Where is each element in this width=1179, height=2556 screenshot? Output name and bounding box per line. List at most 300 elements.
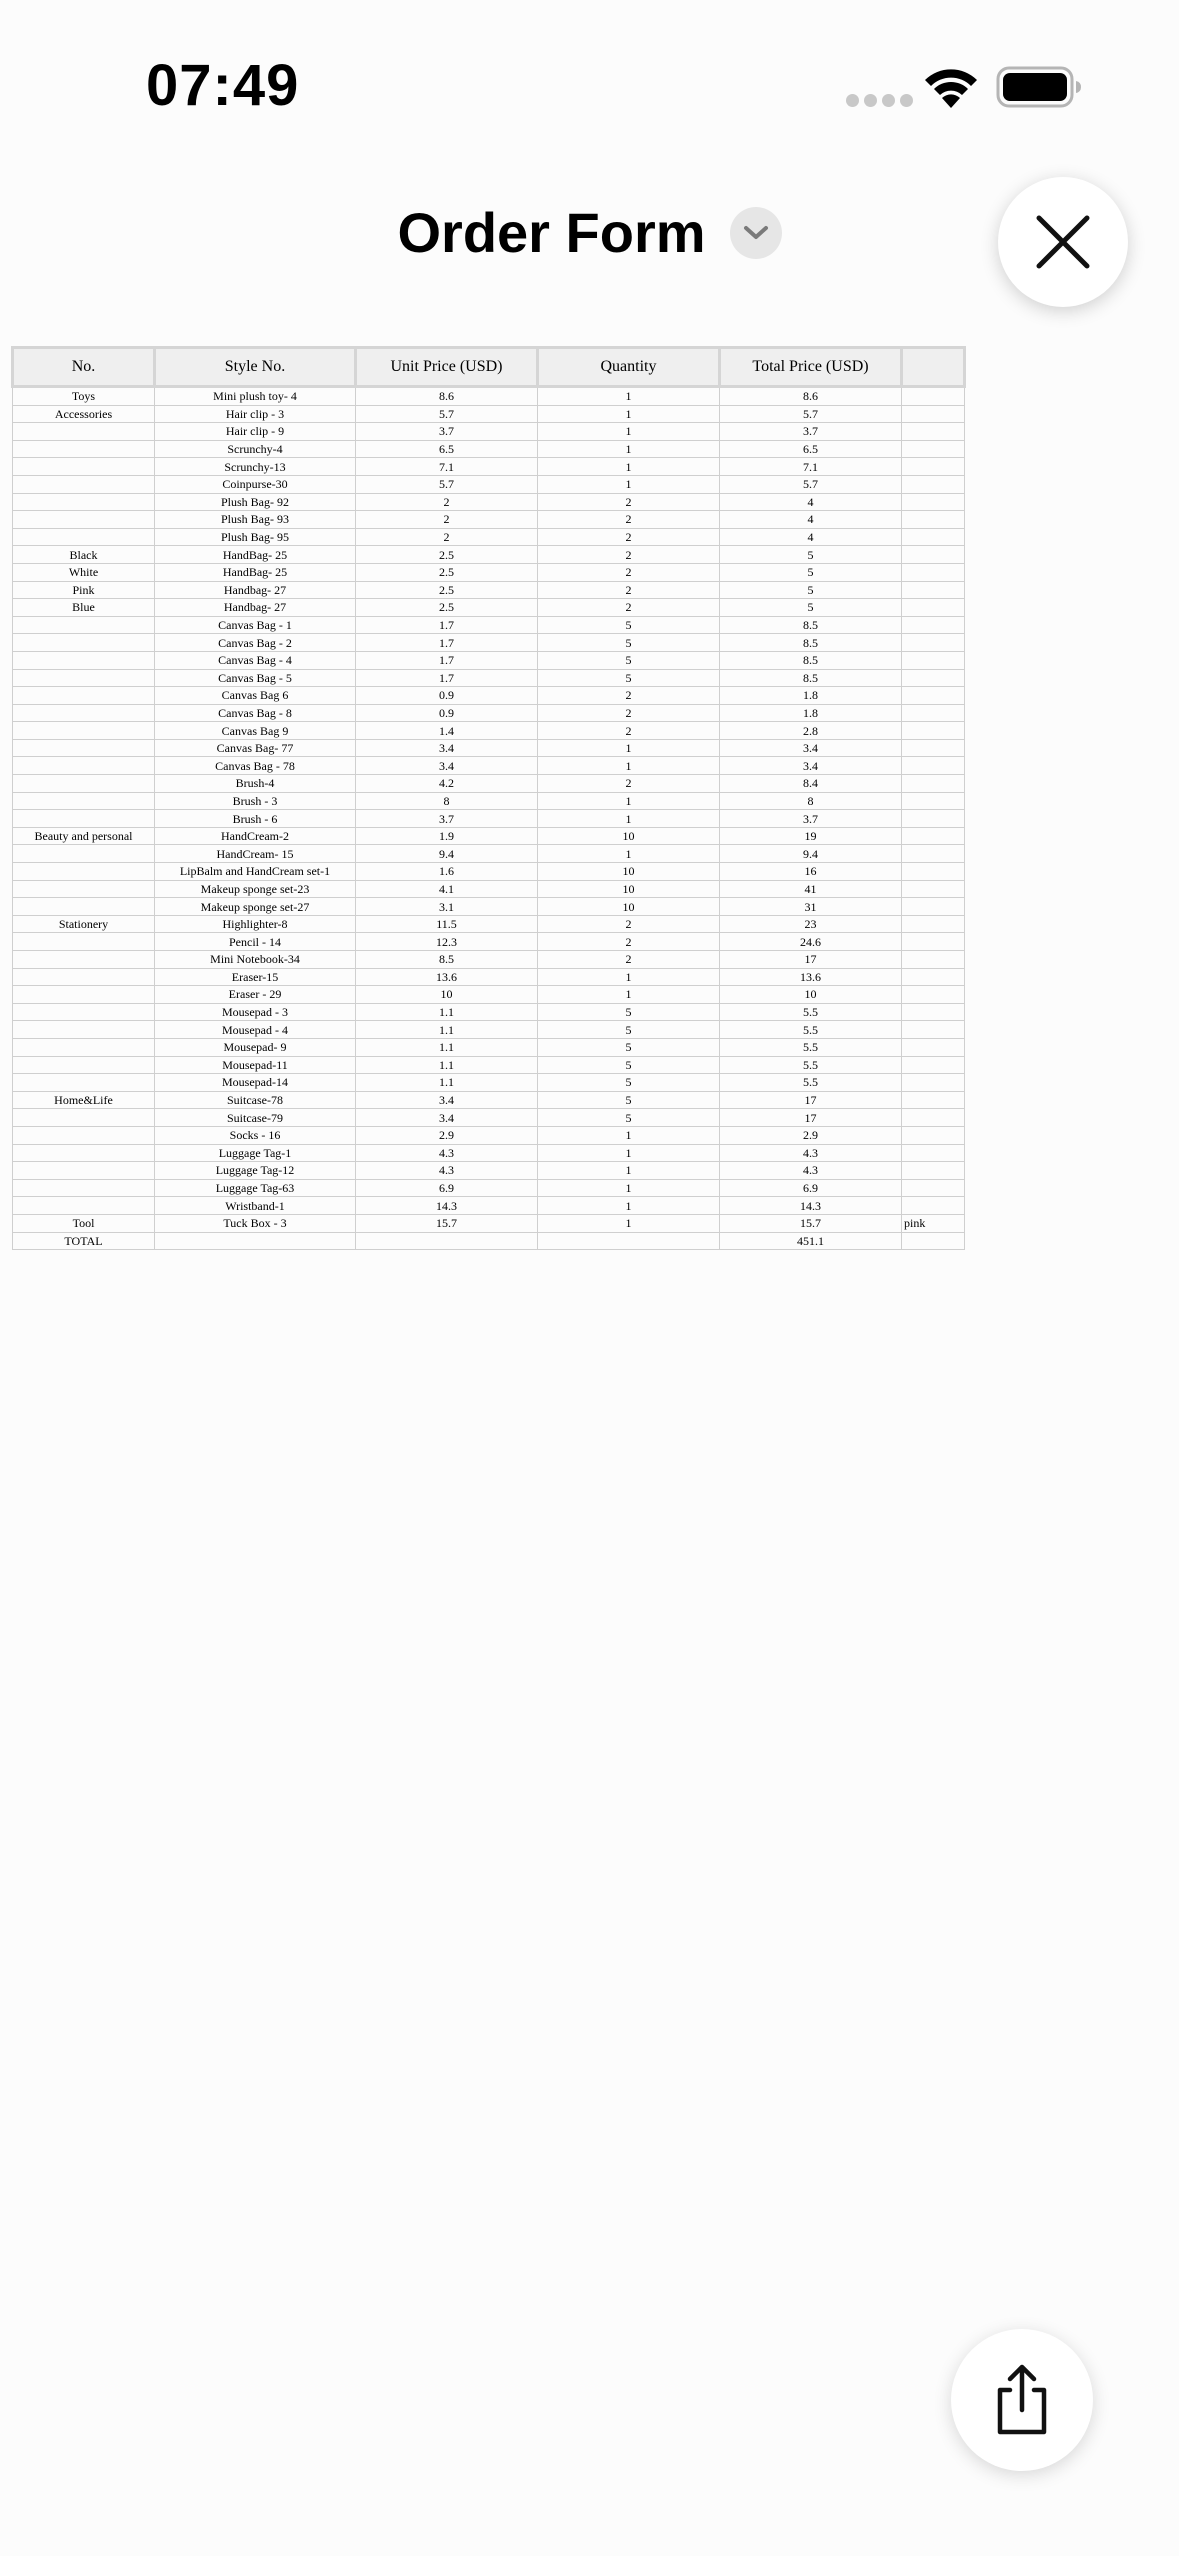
table-cell[interactable]: HandBag- 25 bbox=[155, 546, 356, 564]
table-cell[interactable]: 5.7 bbox=[356, 475, 538, 493]
table-cell[interactable]: 2 bbox=[356, 528, 538, 546]
table-cell[interactable]: 17 bbox=[720, 1109, 902, 1127]
table-cell[interactable] bbox=[13, 968, 155, 986]
table-cell[interactable]: 3.4 bbox=[356, 739, 538, 757]
table-cell[interactable]: 8.5 bbox=[720, 669, 902, 687]
table-cell[interactable] bbox=[13, 933, 155, 951]
table-cell[interactable]: Canvas Bag - 4 bbox=[155, 651, 356, 669]
table-cell[interactable]: 8 bbox=[720, 792, 902, 810]
table-cell[interactable] bbox=[13, 475, 155, 493]
table-cell[interactable] bbox=[13, 458, 155, 476]
table-cell[interactable]: Canvas Bag - 2 bbox=[155, 634, 356, 652]
table-cell[interactable] bbox=[538, 1232, 720, 1250]
table-cell[interactable]: Stationery bbox=[13, 915, 155, 933]
table-cell[interactable]: Luggage Tag-63 bbox=[155, 1179, 356, 1197]
table-cell[interactable] bbox=[902, 915, 965, 933]
table-cell[interactable] bbox=[13, 651, 155, 669]
table-cell[interactable]: 1.7 bbox=[356, 634, 538, 652]
table-cell[interactable]: 4 bbox=[720, 528, 902, 546]
table-cell[interactable] bbox=[902, 1021, 965, 1039]
table-cell[interactable]: 2.5 bbox=[356, 546, 538, 564]
table-cell[interactable]: Mousepad- 9 bbox=[155, 1038, 356, 1056]
table-cell[interactable]: 6.5 bbox=[356, 440, 538, 458]
table-cell[interactable]: 3.4 bbox=[356, 757, 538, 775]
table-cell[interactable] bbox=[13, 1021, 155, 1039]
table-cell[interactable] bbox=[902, 423, 965, 441]
table-cell[interactable] bbox=[13, 898, 155, 916]
table-cell[interactable]: 1 bbox=[538, 423, 720, 441]
table-cell[interactable] bbox=[902, 511, 965, 529]
table-cell[interactable]: 19 bbox=[720, 827, 902, 845]
table-cell[interactable]: Mini Notebook-34 bbox=[155, 951, 356, 969]
table-cell[interactable]: 3.7 bbox=[356, 423, 538, 441]
table-cell[interactable]: 2 bbox=[538, 915, 720, 933]
table-cell[interactable] bbox=[902, 387, 965, 406]
table-cell[interactable]: 5 bbox=[538, 1109, 720, 1127]
table-cell[interactable] bbox=[902, 880, 965, 898]
table-cell[interactable]: Socks - 16 bbox=[155, 1126, 356, 1144]
table-cell[interactable]: 1.8 bbox=[720, 704, 902, 722]
table-cell[interactable] bbox=[902, 933, 965, 951]
table-cell[interactable]: 6.9 bbox=[720, 1179, 902, 1197]
table-cell[interactable]: Eraser - 29 bbox=[155, 986, 356, 1004]
table-cell[interactable] bbox=[902, 1162, 965, 1180]
table-cell[interactable]: Highlighter-8 bbox=[155, 915, 356, 933]
table-cell[interactable]: 1.4 bbox=[356, 722, 538, 740]
table-cell[interactable]: 1 bbox=[538, 1197, 720, 1215]
table-cell[interactable]: 5 bbox=[538, 1074, 720, 1092]
table-cell[interactable]: 6.5 bbox=[720, 440, 902, 458]
table-cell[interactable]: Toys bbox=[13, 387, 155, 406]
table-cell[interactable]: 2 bbox=[538, 546, 720, 564]
table-cell[interactable] bbox=[13, 669, 155, 687]
table-cell[interactable]: 2.9 bbox=[720, 1126, 902, 1144]
table-cell[interactable] bbox=[902, 616, 965, 634]
table-cell[interactable]: 4 bbox=[720, 493, 902, 511]
table-cell[interactable]: 1.1 bbox=[356, 1056, 538, 1074]
table-cell[interactable]: 5.5 bbox=[720, 1003, 902, 1021]
table-cell[interactable]: 2.9 bbox=[356, 1126, 538, 1144]
table-cell[interactable]: 10 bbox=[538, 827, 720, 845]
table-cell[interactable]: 2.5 bbox=[356, 563, 538, 581]
table-cell[interactable]: 3.4 bbox=[720, 739, 902, 757]
table-cell[interactable]: 5 bbox=[538, 1091, 720, 1109]
table-cell[interactable] bbox=[902, 1179, 965, 1197]
table-cell[interactable]: 1.7 bbox=[356, 669, 538, 687]
table-cell[interactable]: 4.2 bbox=[356, 775, 538, 793]
table-cell[interactable]: Makeup sponge set-27 bbox=[155, 898, 356, 916]
table-cell[interactable]: Hair clip - 3 bbox=[155, 405, 356, 423]
table-cell[interactable] bbox=[13, 757, 155, 775]
header-cell[interactable]: Style No. bbox=[155, 348, 356, 387]
table-cell[interactable]: HandBag- 25 bbox=[155, 563, 356, 581]
table-cell[interactable]: Makeup sponge set-23 bbox=[155, 880, 356, 898]
table-cell[interactable]: 5 bbox=[538, 1003, 720, 1021]
table-cell[interactable] bbox=[13, 880, 155, 898]
table-cell[interactable]: Handbag- 27 bbox=[155, 581, 356, 599]
table-cell[interactable]: Canvas Bag- 77 bbox=[155, 739, 356, 757]
table-cell[interactable] bbox=[13, 440, 155, 458]
table-cell[interactable] bbox=[902, 827, 965, 845]
table-cell[interactable]: 5.5 bbox=[720, 1056, 902, 1074]
table-cell[interactable] bbox=[902, 1126, 965, 1144]
table-cell[interactable]: 3.7 bbox=[720, 810, 902, 828]
table-cell[interactable]: Mousepad-11 bbox=[155, 1056, 356, 1074]
table-cell[interactable] bbox=[902, 722, 965, 740]
table-cell[interactable]: 2 bbox=[538, 528, 720, 546]
table-cell[interactable] bbox=[13, 986, 155, 1004]
table-cell[interactable] bbox=[902, 528, 965, 546]
table-cell[interactable] bbox=[13, 1162, 155, 1180]
table-cell[interactable]: Coinpurse-30 bbox=[155, 475, 356, 493]
table-cell[interactable]: 10 bbox=[538, 880, 720, 898]
table-cell[interactable] bbox=[13, 493, 155, 511]
table-cell[interactable]: Plush Bag- 93 bbox=[155, 511, 356, 529]
table-cell[interactable] bbox=[902, 493, 965, 511]
table-cell[interactable]: Beauty and personal bbox=[13, 827, 155, 845]
table-cell[interactable] bbox=[902, 1003, 965, 1021]
table-cell[interactable]: 1.1 bbox=[356, 1021, 538, 1039]
table-cell[interactable] bbox=[13, 1126, 155, 1144]
table-cell[interactable]: Tuck Box - 3 bbox=[155, 1214, 356, 1232]
table-cell[interactable]: 8.4 bbox=[720, 775, 902, 793]
table-cell[interactable] bbox=[13, 704, 155, 722]
table-cell[interactable]: 5.7 bbox=[720, 405, 902, 423]
table-cell[interactable]: 2 bbox=[538, 493, 720, 511]
header-cell[interactable]: No. bbox=[13, 348, 155, 387]
table-cell[interactable]: 1 bbox=[538, 1144, 720, 1162]
table-cell[interactable] bbox=[902, 687, 965, 705]
table-cell[interactable]: 3.4 bbox=[720, 757, 902, 775]
table-cell[interactable]: 3.4 bbox=[356, 1109, 538, 1127]
table-cell[interactable]: 15.7 bbox=[720, 1214, 902, 1232]
table-cell[interactable]: 5.7 bbox=[356, 405, 538, 423]
table-cell[interactable]: 1 bbox=[538, 845, 720, 863]
table-cell[interactable]: 5 bbox=[538, 1056, 720, 1074]
table-cell[interactable] bbox=[13, 845, 155, 863]
table-cell[interactable] bbox=[13, 528, 155, 546]
table-cell[interactable] bbox=[155, 1232, 356, 1250]
table-cell[interactable]: 8.6 bbox=[356, 387, 538, 406]
table-cell[interactable]: 17 bbox=[720, 951, 902, 969]
table-cell[interactable]: 2 bbox=[538, 687, 720, 705]
table-cell[interactable]: 12.3 bbox=[356, 933, 538, 951]
header-cell[interactable] bbox=[902, 348, 965, 387]
table-cell[interactable]: 24.6 bbox=[720, 933, 902, 951]
header-cell[interactable]: Quantity bbox=[538, 348, 720, 387]
table-cell[interactable] bbox=[13, 1144, 155, 1162]
table-cell[interactable] bbox=[13, 775, 155, 793]
table-cell[interactable]: Plush Bag- 95 bbox=[155, 528, 356, 546]
table-cell[interactable]: 5.7 bbox=[720, 475, 902, 493]
table-cell[interactable] bbox=[13, 423, 155, 441]
table-cell[interactable]: 1.6 bbox=[356, 863, 538, 881]
table-cell[interactable]: 1.8 bbox=[720, 687, 902, 705]
table-cell[interactable]: Handbag- 27 bbox=[155, 599, 356, 617]
table-cell[interactable]: Wristband-1 bbox=[155, 1197, 356, 1215]
table-cell[interactable]: 1.1 bbox=[356, 1003, 538, 1021]
table-cell[interactable]: 2 bbox=[538, 704, 720, 722]
table-cell[interactable]: Mousepad - 4 bbox=[155, 1021, 356, 1039]
table-cell[interactable]: Mousepad - 3 bbox=[155, 1003, 356, 1021]
table-cell[interactable] bbox=[902, 1038, 965, 1056]
table-cell[interactable]: 2.8 bbox=[720, 722, 902, 740]
table-cell[interactable] bbox=[902, 951, 965, 969]
table-cell[interactable]: White bbox=[13, 563, 155, 581]
header-cell[interactable]: Total Price (USD) bbox=[720, 348, 902, 387]
table-cell[interactable] bbox=[902, 581, 965, 599]
table-cell[interactable] bbox=[13, 951, 155, 969]
table-cell[interactable]: 4.3 bbox=[720, 1162, 902, 1180]
table-cell[interactable] bbox=[902, 669, 965, 687]
table-cell[interactable]: TOTAL bbox=[13, 1232, 155, 1250]
table-cell[interactable]: Tool bbox=[13, 1214, 155, 1232]
table-cell[interactable]: Canvas Bag - 8 bbox=[155, 704, 356, 722]
table-cell[interactable]: Scrunchy-13 bbox=[155, 458, 356, 476]
table-cell[interactable]: Scrunchy-4 bbox=[155, 440, 356, 458]
table-cell[interactable]: 1.7 bbox=[356, 651, 538, 669]
table-cell[interactable]: 1 bbox=[538, 387, 720, 406]
table-cell[interactable]: 5.5 bbox=[720, 1074, 902, 1092]
table-cell[interactable]: 5 bbox=[538, 669, 720, 687]
table-cell[interactable] bbox=[13, 863, 155, 881]
table-cell[interactable] bbox=[13, 687, 155, 705]
table-cell[interactable]: 1.1 bbox=[356, 1038, 538, 1056]
table-cell[interactable] bbox=[13, 810, 155, 828]
table-cell[interactable]: 451.1 bbox=[720, 1232, 902, 1250]
table-cell[interactable]: 13.6 bbox=[356, 968, 538, 986]
table-cell[interactable]: 14.3 bbox=[356, 1197, 538, 1215]
table-cell[interactable]: Pink bbox=[13, 581, 155, 599]
table-cell[interactable] bbox=[13, 1056, 155, 1074]
table-cell[interactable]: Brush - 3 bbox=[155, 792, 356, 810]
table-cell[interactable]: 3.7 bbox=[720, 423, 902, 441]
table-cell[interactable]: 1.7 bbox=[356, 616, 538, 634]
table-cell[interactable] bbox=[902, 440, 965, 458]
table-cell[interactable]: 1 bbox=[538, 986, 720, 1004]
table-cell[interactable]: 5 bbox=[538, 634, 720, 652]
table-cell[interactable] bbox=[902, 739, 965, 757]
table-cell[interactable] bbox=[13, 739, 155, 757]
table-cell[interactable] bbox=[13, 616, 155, 634]
table-cell[interactable]: Canvas Bag - 78 bbox=[155, 757, 356, 775]
table-cell[interactable]: Canvas Bag 6 bbox=[155, 687, 356, 705]
table-cell[interactable]: 1 bbox=[538, 810, 720, 828]
table-cell[interactable]: Hair clip - 9 bbox=[155, 423, 356, 441]
table-cell[interactable]: 3.4 bbox=[356, 1091, 538, 1109]
table-cell[interactable]: Mousepad-14 bbox=[155, 1074, 356, 1092]
table-cell[interactable]: HandCream-2 bbox=[155, 827, 356, 845]
table-cell[interactable]: Black bbox=[13, 546, 155, 564]
table-cell[interactable] bbox=[902, 1109, 965, 1127]
table-cell[interactable]: 6.9 bbox=[356, 1179, 538, 1197]
table-cell[interactable] bbox=[902, 898, 965, 916]
table-cell[interactable]: 2 bbox=[538, 563, 720, 581]
table-cell[interactable]: 2.5 bbox=[356, 599, 538, 617]
table-cell[interactable] bbox=[13, 792, 155, 810]
table-cell[interactable] bbox=[13, 1109, 155, 1127]
close-button[interactable] bbox=[998, 177, 1128, 307]
table-cell[interactable] bbox=[902, 845, 965, 863]
table-cell[interactable]: 0.9 bbox=[356, 704, 538, 722]
table-cell[interactable]: 2 bbox=[538, 722, 720, 740]
table-cell[interactable]: 2 bbox=[356, 511, 538, 529]
table-cell[interactable] bbox=[13, 1038, 155, 1056]
table-cell[interactable]: 4.3 bbox=[356, 1144, 538, 1162]
table-cell[interactable] bbox=[902, 704, 965, 722]
table-cell[interactable] bbox=[902, 968, 965, 986]
table-cell[interactable]: Brush - 6 bbox=[155, 810, 356, 828]
table-cell[interactable] bbox=[13, 1003, 155, 1021]
table-cell[interactable]: Pencil - 14 bbox=[155, 933, 356, 951]
table-cell[interactable] bbox=[902, 405, 965, 423]
table-cell[interactable]: Eraser-15 bbox=[155, 968, 356, 986]
table-cell[interactable]: 1 bbox=[538, 475, 720, 493]
table-cell[interactable]: Canvas Bag - 5 bbox=[155, 669, 356, 687]
table-cell[interactable]: 11.5 bbox=[356, 915, 538, 933]
table-cell[interactable]: LipBalm and HandCream set-1 bbox=[155, 863, 356, 881]
table-cell[interactable]: 5 bbox=[720, 546, 902, 564]
table-cell[interactable]: 2 bbox=[356, 493, 538, 511]
table-cell[interactable] bbox=[902, 651, 965, 669]
table-cell[interactable]: 2 bbox=[538, 933, 720, 951]
table-cell[interactable]: 1 bbox=[538, 968, 720, 986]
table-cell[interactable]: pink bbox=[902, 1214, 965, 1232]
table-cell[interactable]: 3.7 bbox=[356, 810, 538, 828]
table-cell[interactable]: 5.5 bbox=[720, 1021, 902, 1039]
table-cell[interactable]: Brush-4 bbox=[155, 775, 356, 793]
table-cell[interactable]: 17 bbox=[720, 1091, 902, 1109]
table-cell[interactable]: 16 bbox=[720, 863, 902, 881]
table-cell[interactable]: 2.5 bbox=[356, 581, 538, 599]
table-cell[interactable]: 23 bbox=[720, 915, 902, 933]
table-cell[interactable] bbox=[902, 1091, 965, 1109]
table-cell[interactable]: 5 bbox=[538, 1038, 720, 1056]
table-cell[interactable]: 10 bbox=[720, 986, 902, 1004]
title-menu-button[interactable] bbox=[730, 207, 782, 259]
table-cell[interactable] bbox=[902, 986, 965, 1004]
table-cell[interactable] bbox=[902, 775, 965, 793]
table-cell[interactable]: 4.3 bbox=[720, 1144, 902, 1162]
table-cell[interactable] bbox=[902, 863, 965, 881]
table-cell[interactable] bbox=[13, 511, 155, 529]
table-cell[interactable]: 1.9 bbox=[356, 827, 538, 845]
table-cell[interactable]: 8.5 bbox=[356, 951, 538, 969]
table-cell[interactable]: 5 bbox=[720, 599, 902, 617]
table-cell[interactable]: 8.5 bbox=[720, 651, 902, 669]
table-cell[interactable]: 8.5 bbox=[720, 634, 902, 652]
table-cell[interactable]: 5 bbox=[538, 651, 720, 669]
table-cell[interactable]: Luggage Tag-12 bbox=[155, 1162, 356, 1180]
table-cell[interactable]: 4.3 bbox=[356, 1162, 538, 1180]
table-cell[interactable]: Canvas Bag - 1 bbox=[155, 616, 356, 634]
table-cell[interactable] bbox=[902, 1232, 965, 1250]
table-cell[interactable]: 1 bbox=[538, 405, 720, 423]
table-cell[interactable]: 3.1 bbox=[356, 898, 538, 916]
table-cell[interactable]: 2 bbox=[538, 951, 720, 969]
table-cell[interactable]: 8.6 bbox=[720, 387, 902, 406]
table-cell[interactable]: 31 bbox=[720, 898, 902, 916]
table-cell[interactable]: Luggage Tag-1 bbox=[155, 1144, 356, 1162]
table-cell[interactable] bbox=[356, 1232, 538, 1250]
table-cell[interactable] bbox=[13, 634, 155, 652]
table-cell[interactable]: 41 bbox=[720, 880, 902, 898]
table-cell[interactable]: 1 bbox=[538, 1214, 720, 1232]
table-cell[interactable]: 4 bbox=[720, 511, 902, 529]
table-cell[interactable]: 8 bbox=[356, 792, 538, 810]
table-cell[interactable]: 14.3 bbox=[720, 1197, 902, 1215]
table-cell[interactable] bbox=[902, 458, 965, 476]
table-cell[interactable]: 5 bbox=[538, 1021, 720, 1039]
table-cell[interactable]: Mini plush toy- 4 bbox=[155, 387, 356, 406]
table-cell[interactable]: 2 bbox=[538, 599, 720, 617]
table-cell[interactable]: 8.5 bbox=[720, 616, 902, 634]
share-button[interactable] bbox=[951, 2329, 1093, 2471]
table-cell[interactable]: 13.6 bbox=[720, 968, 902, 986]
table-cell[interactable] bbox=[902, 1056, 965, 1074]
table-cell[interactable] bbox=[13, 722, 155, 740]
table-cell[interactable] bbox=[13, 1197, 155, 1215]
table-cell[interactable]: 10 bbox=[538, 863, 720, 881]
table-cell[interactable]: 4.1 bbox=[356, 880, 538, 898]
table-cell[interactable] bbox=[902, 1074, 965, 1092]
header-cell[interactable]: Unit Price (USD) bbox=[356, 348, 538, 387]
table-cell[interactable]: 1 bbox=[538, 739, 720, 757]
table-cell[interactable]: 5 bbox=[720, 563, 902, 581]
table-cell[interactable]: 1 bbox=[538, 1162, 720, 1180]
table-cell[interactable]: 10 bbox=[538, 898, 720, 916]
table-cell[interactable]: 7.1 bbox=[356, 458, 538, 476]
table-cell[interactable] bbox=[902, 792, 965, 810]
table-cell[interactable] bbox=[902, 810, 965, 828]
table-cell[interactable]: Home&Life bbox=[13, 1091, 155, 1109]
table-cell[interactable]: 2 bbox=[538, 581, 720, 599]
table-cell[interactable] bbox=[902, 475, 965, 493]
table-cell[interactable] bbox=[902, 546, 965, 564]
table-cell[interactable]: 1 bbox=[538, 1126, 720, 1144]
table-cell[interactable] bbox=[902, 563, 965, 581]
table-cell[interactable] bbox=[902, 634, 965, 652]
table-cell[interactable]: 5 bbox=[720, 581, 902, 599]
table-cell[interactable]: 2 bbox=[538, 511, 720, 529]
table-cell[interactable]: Suitcase-79 bbox=[155, 1109, 356, 1127]
table-cell[interactable]: Canvas Bag 9 bbox=[155, 722, 356, 740]
table-cell[interactable]: Plush Bag- 92 bbox=[155, 493, 356, 511]
table-cell[interactable]: 2 bbox=[538, 775, 720, 793]
table-cell[interactable]: 1 bbox=[538, 440, 720, 458]
table-cell[interactable] bbox=[902, 757, 965, 775]
table-cell[interactable]: 1 bbox=[538, 757, 720, 775]
table-cell[interactable]: Accessories bbox=[13, 405, 155, 423]
table-cell[interactable]: 15.7 bbox=[356, 1214, 538, 1232]
table-cell[interactable] bbox=[13, 1074, 155, 1092]
table-cell[interactable]: 9.4 bbox=[720, 845, 902, 863]
table-cell[interactable]: 1 bbox=[538, 1179, 720, 1197]
table-cell[interactable]: 7.1 bbox=[720, 458, 902, 476]
table-cell[interactable]: 1.1 bbox=[356, 1074, 538, 1092]
table-cell[interactable]: Blue bbox=[13, 599, 155, 617]
table-cell[interactable]: 5 bbox=[538, 616, 720, 634]
table-cell[interactable]: 10 bbox=[356, 986, 538, 1004]
table-cell[interactable] bbox=[902, 1197, 965, 1215]
table-cell[interactable]: 1 bbox=[538, 458, 720, 476]
table-cell[interactable] bbox=[902, 599, 965, 617]
table-cell[interactable]: HandCream- 15 bbox=[155, 845, 356, 863]
table-cell[interactable]: 1 bbox=[538, 792, 720, 810]
table-cell[interactable]: 5.5 bbox=[720, 1038, 902, 1056]
table-cell[interactable] bbox=[13, 1179, 155, 1197]
table-cell[interactable]: 9.4 bbox=[356, 845, 538, 863]
